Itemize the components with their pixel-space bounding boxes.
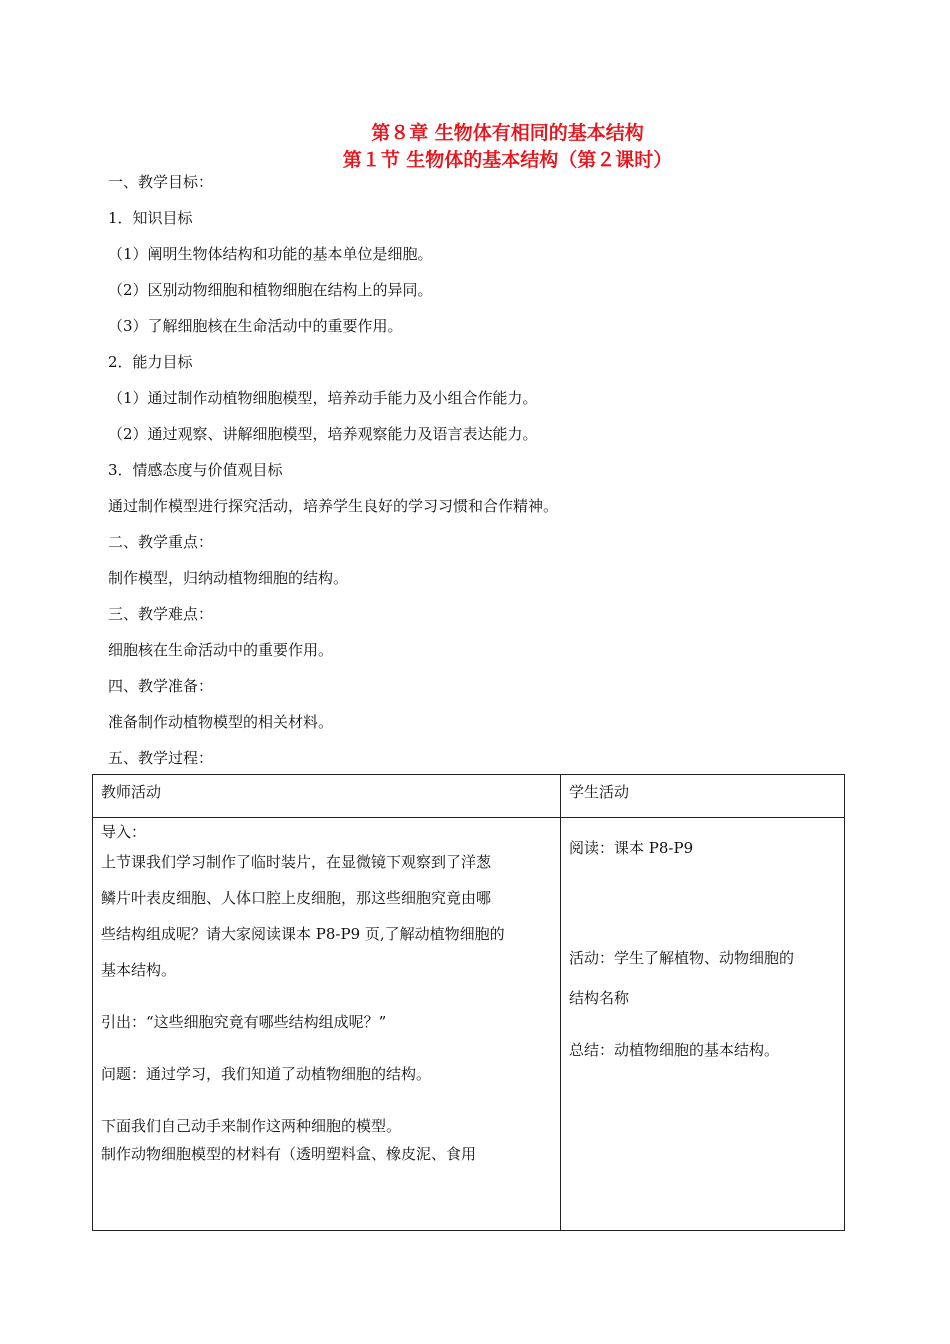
summary-line: 总结：动植物细胞的基本结构。 bbox=[569, 1041, 780, 1059]
intro-label: 导入： bbox=[101, 823, 147, 841]
key-points-text: 制作模型，归纳动植物细胞的结构。 bbox=[108, 569, 349, 587]
heading-key-points: 二、教学重点： bbox=[108, 533, 214, 551]
reading-task: 阅读：课本 P8-P9 bbox=[569, 839, 694, 857]
lead-question: 引出：“这些细胞究竟有哪些结构组成呢？” bbox=[101, 1013, 387, 1031]
teaching-process-table bbox=[92, 774, 845, 1231]
knowledge-goal-1: （1）阐明生物体结构和功能的基本单位是细胞。 bbox=[108, 245, 433, 263]
materials-line: 制作动物细胞模型的材料有（透明塑料盒、橡皮泥、食用 bbox=[101, 1145, 477, 1163]
problem-statement: 问题：通过学习，我们知道了动植物细胞的结构。 bbox=[101, 1065, 432, 1083]
chapter-title: 第８章 生物体有相同的基本结构 bbox=[371, 122, 644, 144]
difficulties-text: 细胞核在生命活动中的重要作用。 bbox=[108, 641, 334, 659]
student-activity-cell bbox=[561, 818, 845, 1231]
intro-paragraph-line: 些结构组成呢？请大家阅读课本 P8-P9 页,了解动植物细胞的 bbox=[101, 925, 505, 943]
next-step: 下面我们自己动手来制作这两种细胞的模型。 bbox=[101, 1117, 402, 1135]
section-title: 第１节 生物体的基本结构（第２课时） bbox=[342, 149, 673, 171]
heading-process: 五、教学过程： bbox=[108, 749, 214, 767]
preparation-text: 准备制作动植物模型的相关材料。 bbox=[108, 713, 334, 731]
knowledge-goal-3: （3）了解细胞核在生命活动中的重要作用。 bbox=[108, 317, 403, 335]
activity-line: 活动：学生了解植物、动物细胞的 bbox=[569, 949, 795, 967]
heading-difficulties: 三、教学难点： bbox=[108, 605, 214, 623]
emotion-goal-title: 3．情感态度与价值观目标 bbox=[108, 461, 283, 479]
student-activity-header: 学生活动 bbox=[561, 775, 845, 818]
knowledge-goal-title: 1．知识目标 bbox=[108, 209, 193, 227]
intro-paragraph-line: 基本结构。 bbox=[101, 961, 177, 979]
activity-line: 结构名称 bbox=[569, 989, 630, 1007]
heading-objectives: 一、教学目标： bbox=[108, 173, 214, 191]
ability-goal-title: 2．能力目标 bbox=[108, 353, 193, 371]
emotion-goal-1: 通过制作模型进行探究活动，培养学生良好的学习习惯和合作精神。 bbox=[108, 497, 559, 515]
teacher-activity-header: 教师活动 bbox=[93, 775, 561, 818]
ability-goal-1: （1）通过制作动植物细胞模型，培养动手能力及小组合作能力。 bbox=[108, 389, 538, 407]
knowledge-goal-2: （2）区别动物细胞和植物细胞在结构上的异同。 bbox=[108, 281, 433, 299]
heading-preparation: 四、教学准备： bbox=[108, 677, 214, 695]
teacher-activity-cell bbox=[93, 818, 561, 1231]
intro-paragraph-line: 鳞片叶表皮细胞、人体口腔上皮细胞，那这些细胞究竟由哪 bbox=[101, 889, 492, 907]
ability-goal-2: （2）通过观察、讲解细胞模型，培养观察能力及语言表达能力。 bbox=[108, 425, 538, 443]
intro-paragraph-line: 上节课我们学习制作了临时装片，在显微镜下观察到了洋葱 bbox=[101, 853, 492, 871]
